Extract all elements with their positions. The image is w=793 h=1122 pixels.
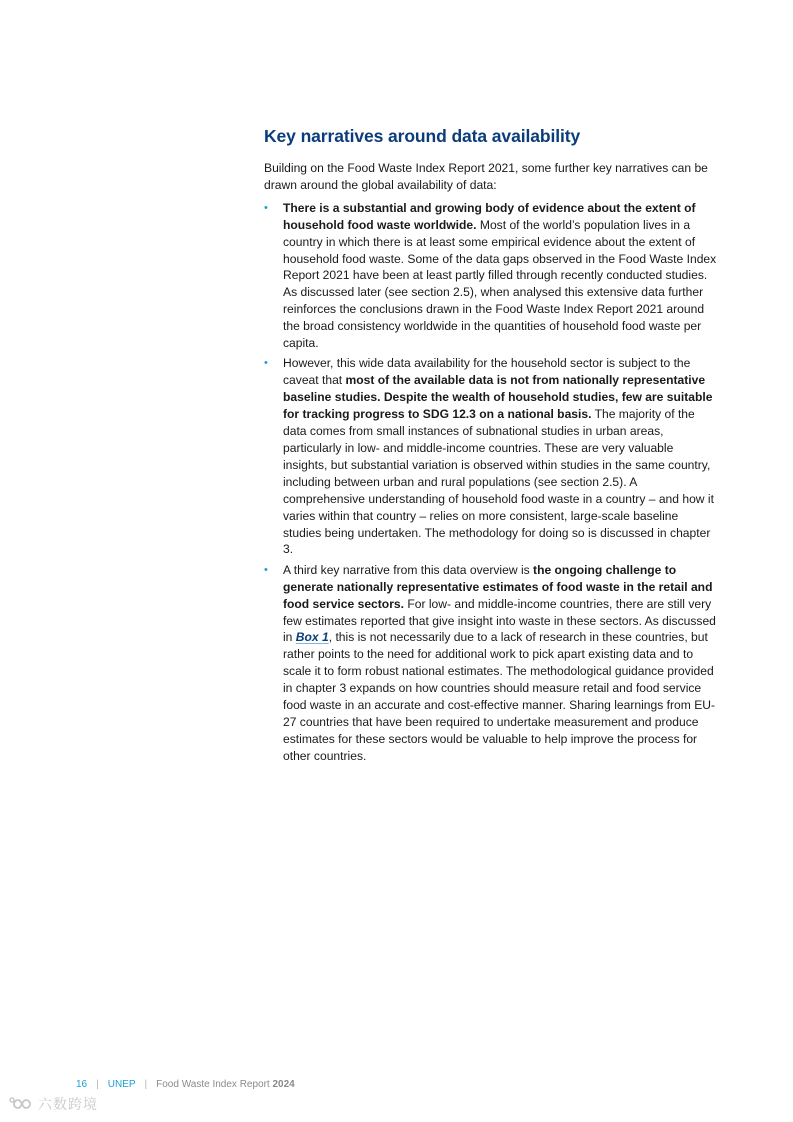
box-1-link[interactable]: Box 1 [295, 630, 329, 645]
footer-separator: | [144, 1079, 148, 1090]
bullet-emphasis: the ongoing challenge to generate nationally representative estimates of food waste in the retail and food service sectors. [283, 562, 713, 611]
page-number: 16 [76, 1079, 88, 1090]
bullet-icon: • [264, 201, 268, 214]
list-item [264, 562, 719, 765]
bullet-icon: • [264, 563, 268, 576]
bullet-icon: • [264, 357, 268, 370]
bullet-emphasis: There is a substantial and growing body of evidence about the extent of household food waste worldwide. [283, 200, 696, 232]
bullet-text: , this is not necessarily due to a lack of research in these countries, but rather points to the need for additional work to pick apart existing data and to scale it to form robust national estimates. The methodological guidance provided in chapter 3 expands on how countries should measure retail and food service food waste in an accurate and cost-effective manner. Sharing learnings from EU-27 countries that have been required to undertake measurement and produce estimates for these sectors would be valuable to help improve the process for other countries. [283, 630, 716, 763]
watermark [8, 1094, 98, 1114]
main-content [264, 124, 719, 768]
bullet-text: The majority of the data comes from small instances of subnational studies in urban areas, particularly in low- and middle-income countries. These are very valuable insights, but substantial variation is observed within studies in the same country, including between urban and rural populations (see section 2.5). A comprehensive understanding of household food waste in a country – and how it varies within that country – relies on more consistent, large-scale baseline studies being undertaken. The methodology for doing so is discussed in chapter 3. [283, 407, 714, 557]
page-footer [76, 1078, 295, 1092]
footer-report-title: Food Waste Index Report [156, 1079, 270, 1090]
bullet-text: For low- and middle-income countries, there are still very few estimates reported that give insight into waste in these sectors. As discussed in [283, 596, 716, 645]
intro-paragraph: Building on the Food Waste Index Report 2021, some further key narratives can be drawn around the global availability of data: [264, 161, 708, 192]
bullet-text: However, this wide data availability for the household sector is subject to the caveat that [283, 356, 691, 388]
footer-separator: | [96, 1079, 99, 1090]
footer-report-year: 2024 [272, 1079, 295, 1090]
list-item [264, 355, 719, 558]
bullet-paragraph [283, 355, 719, 558]
watermark-text: 六数跨境 [38, 1097, 98, 1113]
infinity-logo-icon [8, 1095, 32, 1113]
list-item [264, 200, 719, 352]
bullet-paragraph [283, 200, 719, 352]
narratives-list [264, 200, 719, 765]
footer-organization: UNEP [107, 1079, 136, 1090]
bullet-text: A third key narrative from this data overview is [283, 562, 534, 577]
bullet-text: Most of the world’s population lives in a country in which there is at least some empirical evidence about the extent of household food waste. Some of the data gaps observed in the Food Waste Index Report 2021 have been at least partly filled through recently conducted studies. As discussed later (see section 2.5), when analysed this extensive data further reinforces the conclusions drawn in the Food Waste Index Report 2021 around the broad consistency worldwide in the quantities of household food waste per capita. [283, 217, 717, 351]
section-heading: Key narratives around data availability [264, 126, 581, 146]
bullet-emphasis: most of the available data is not from nationally representative baseline studies. Despite the wealth of household studies, few are suitable for tracking progress to SDG 12.3 on a national basis. [283, 373, 713, 422]
bullet-paragraph [283, 562, 719, 765]
